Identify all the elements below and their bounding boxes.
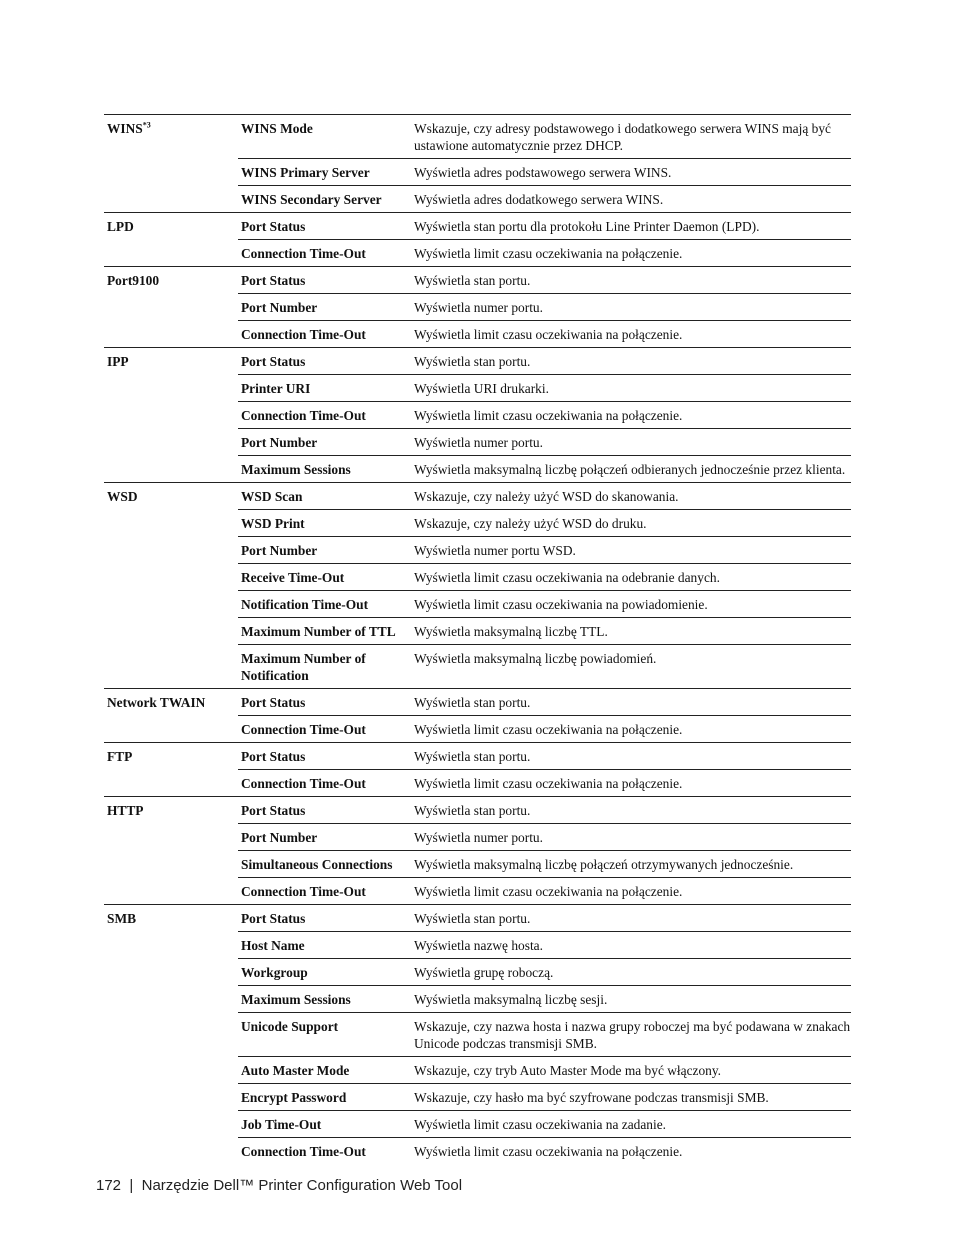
setting-description: Wyświetla numer portu WSD. <box>412 537 851 564</box>
section-name <box>104 240 238 267</box>
setting-name: WINS Secondary Server <box>238 186 412 213</box>
table-row <box>104 456 851 483</box>
section-name <box>104 959 238 986</box>
setting-name: Port Status <box>238 797 412 824</box>
section-name <box>104 537 238 564</box>
table-row <box>104 402 851 429</box>
section-name <box>104 878 238 905</box>
section-name <box>104 186 238 213</box>
section-name <box>104 770 238 797</box>
table-row <box>104 645 851 689</box>
setting-name: Job Time-Out <box>238 1111 412 1138</box>
setting-name: Workgroup <box>238 959 412 986</box>
table-row <box>104 1084 851 1111</box>
setting-name: Simultaneous Connections <box>238 851 412 878</box>
section-name <box>104 1013 238 1057</box>
table-row <box>104 878 851 905</box>
setting-name: Port Status <box>238 348 412 375</box>
section-name <box>104 851 238 878</box>
page-footer <box>96 1177 462 1194</box>
setting-description: Wyświetla numer portu. <box>412 824 851 851</box>
setting-name: Maximum Number of Notification <box>238 645 412 689</box>
section-name <box>104 402 238 429</box>
table-row <box>104 797 851 824</box>
table-row <box>104 1111 851 1138</box>
setting-description: Wyświetla limit czasu oczekiwania na odebranie danych. <box>412 564 851 591</box>
section-name <box>104 932 238 959</box>
setting-description: Wyświetla limit czasu oczekiwania na powiadomienie. <box>412 591 851 618</box>
section-name <box>104 483 238 510</box>
setting-description: Wyświetla numer portu. <box>412 294 851 321</box>
section-name <box>104 213 238 240</box>
setting-name: Notification Time-Out <box>238 591 412 618</box>
setting-description: Wyświetla limit czasu oczekiwania na połączenie. <box>412 716 851 743</box>
setting-name: Connection Time-Out <box>238 716 412 743</box>
section-label: WINS <box>107 121 143 136</box>
table-row <box>104 483 851 510</box>
setting-name: Port Status <box>238 213 412 240</box>
setting-description: Wyświetla maksymalną liczbę powiadomień. <box>412 645 851 689</box>
section-label: Port9100 <box>107 273 160 288</box>
section-name <box>104 375 238 402</box>
setting-name: Maximum Number of TTL <box>238 618 412 645</box>
setting-description: Wyświetla limit czasu oczekiwania na połączenie. <box>412 878 851 905</box>
table-row <box>104 267 851 294</box>
table-row <box>104 213 851 240</box>
table-row <box>104 564 851 591</box>
table-row <box>104 716 851 743</box>
section-name <box>104 456 238 483</box>
table-row <box>104 321 851 348</box>
table-row <box>104 618 851 645</box>
section-name <box>104 510 238 537</box>
setting-name: Host Name <box>238 932 412 959</box>
section-name <box>104 986 238 1013</box>
setting-name: Port Number <box>238 824 412 851</box>
section-label: FTP <box>107 749 133 764</box>
section-name <box>104 645 238 689</box>
section-name <box>104 115 238 159</box>
setting-description: Wyświetla maksymalną liczbę połączeń odbieranych jednocześnie przez klienta. <box>412 456 851 483</box>
table-row <box>104 186 851 213</box>
table-row <box>104 905 851 932</box>
table-row <box>104 510 851 537</box>
table-row <box>104 932 851 959</box>
setting-description: Wyświetla grupę roboczą. <box>412 959 851 986</box>
section-name <box>104 1138 238 1165</box>
footer-separator: | <box>129 1177 134 1194</box>
setting-name: Maximum Sessions <box>238 986 412 1013</box>
setting-description: Wyświetla stan portu. <box>412 689 851 716</box>
table-row <box>104 1057 851 1084</box>
setting-description: Wyświetla stan portu. <box>412 743 851 770</box>
setting-description: Wyświetla maksymalną liczbę sesji. <box>412 986 851 1013</box>
setting-description: Wyświetla limit czasu oczekiwania na połączenie. <box>412 240 851 267</box>
table-row <box>104 689 851 716</box>
setting-description: Wyświetla limit czasu oczekiwania na połączenie. <box>412 402 851 429</box>
setting-name: WINS Primary Server <box>238 159 412 186</box>
setting-description: Wyświetla adres podstawowego serwera WINS. <box>412 159 851 186</box>
section-name <box>104 1057 238 1084</box>
table-row <box>104 1013 851 1057</box>
setting-name: Connection Time-Out <box>238 770 412 797</box>
setting-name: Connection Time-Out <box>238 240 412 267</box>
settings-table <box>104 114 851 1164</box>
table-row <box>104 851 851 878</box>
setting-description: Wyświetla limit czasu oczekiwania na połączenie. <box>412 770 851 797</box>
setting-description: Wyświetla nazwę hosta. <box>412 932 851 959</box>
section-footnote-mark: *3 <box>142 120 151 130</box>
section-label: HTTP <box>107 803 144 818</box>
setting-description: Wskazuje, czy hasło ma być szyfrowane podczas transmisji SMB. <box>412 1084 851 1111</box>
section-name <box>104 429 238 456</box>
table-row <box>104 115 851 159</box>
table-row <box>104 743 851 770</box>
setting-name: Port Number <box>238 429 412 456</box>
setting-name: WINS Mode <box>238 115 412 159</box>
setting-description: Wyświetla limit czasu oczekiwania na połączenie. <box>412 1138 851 1165</box>
setting-description: Wyświetla adres dodatkowego serwera WINS. <box>412 186 851 213</box>
setting-description: Wskazuje, czy należy użyć WSD do druku. <box>412 510 851 537</box>
setting-name: WSD Scan <box>238 483 412 510</box>
setting-name: Port Status <box>238 689 412 716</box>
setting-name: Port Status <box>238 905 412 932</box>
table-row <box>104 429 851 456</box>
setting-description: Wyświetla limit czasu oczekiwania na zadanie. <box>412 1111 851 1138</box>
setting-name: Connection Time-Out <box>238 321 412 348</box>
section-name <box>104 294 238 321</box>
setting-name: Receive Time-Out <box>238 564 412 591</box>
section-name <box>104 564 238 591</box>
section-label: LPD <box>107 219 134 234</box>
section-name <box>104 824 238 851</box>
setting-description: Wskazuje, czy należy użyć WSD do skanowania. <box>412 483 851 510</box>
setting-name: Port Status <box>238 743 412 770</box>
setting-description: Wskazuje, czy tryb Auto Master Mode ma być włączony. <box>412 1057 851 1084</box>
setting-description: Wskazuje, czy nazwa hosta i nazwa grupy roboczej ma być podawana w znakach Unicode podczas transmisji SMB. <box>412 1013 851 1057</box>
table-row <box>104 240 851 267</box>
table-row <box>104 1138 851 1165</box>
setting-description: Wyświetla stan portu dla protokołu Line Printer Daemon (LPD). <box>412 213 851 240</box>
setting-description: Wyświetla limit czasu oczekiwania na połączenie. <box>412 321 851 348</box>
table-row <box>104 986 851 1013</box>
section-name <box>104 1111 238 1138</box>
table-row <box>104 348 851 375</box>
setting-name: Connection Time-Out <box>238 878 412 905</box>
section-name <box>104 321 238 348</box>
section-label: SMB <box>107 911 137 926</box>
table-row <box>104 537 851 564</box>
table-row <box>104 959 851 986</box>
setting-description: Wskazuje, czy adresy podstawowego i dodatkowego serwera WINS mają być ustawione automatycznie przez DHCP. <box>412 115 851 159</box>
page-number: 172 <box>96 1177 122 1194</box>
section-name <box>104 797 238 824</box>
setting-description: Wyświetla maksymalną liczbę TTL. <box>412 618 851 645</box>
table-row <box>104 824 851 851</box>
setting-name: Auto Master Mode <box>238 1057 412 1084</box>
section-name <box>104 905 238 932</box>
setting-description: Wyświetla numer portu. <box>412 429 851 456</box>
section-name <box>104 689 238 716</box>
setting-name: Connection Time-Out <box>238 402 412 429</box>
setting-name: Maximum Sessions <box>238 456 412 483</box>
section-label: IPP <box>107 354 129 369</box>
table-row <box>104 294 851 321</box>
setting-description: Wyświetla stan portu. <box>412 905 851 932</box>
setting-name: Unicode Support <box>238 1013 412 1057</box>
setting-description: Wyświetla stan portu. <box>412 267 851 294</box>
section-name <box>104 618 238 645</box>
setting-name: Port Status <box>238 267 412 294</box>
section-name <box>104 348 238 375</box>
settings-table-body <box>104 115 851 1165</box>
setting-name: WSD Print <box>238 510 412 537</box>
footer-title: Narzędzie Dell™ Printer Configuration Web Tool <box>141 1177 463 1194</box>
table-row <box>104 159 851 186</box>
setting-name: Printer URI <box>238 375 412 402</box>
table-row <box>104 591 851 618</box>
section-label: Network TWAIN <box>107 695 206 710</box>
setting-description: Wyświetla stan portu. <box>412 797 851 824</box>
table-row <box>104 375 851 402</box>
setting-description: Wyświetla URI drukarki. <box>412 375 851 402</box>
section-name <box>104 267 238 294</box>
section-name <box>104 591 238 618</box>
section-name <box>104 716 238 743</box>
section-name <box>104 159 238 186</box>
setting-name: Connection Time-Out <box>238 1138 412 1165</box>
setting-description: Wyświetla maksymalną liczbę połączeń otrzymywanych jednocześnie. <box>412 851 851 878</box>
section-name <box>104 743 238 770</box>
table-row <box>104 770 851 797</box>
section-name <box>104 1084 238 1111</box>
section-label: WSD <box>107 489 138 504</box>
setting-name: Port Number <box>238 537 412 564</box>
setting-name: Encrypt Password <box>238 1084 412 1111</box>
setting-name: Port Number <box>238 294 412 321</box>
setting-description: Wyświetla stan portu. <box>412 348 851 375</box>
